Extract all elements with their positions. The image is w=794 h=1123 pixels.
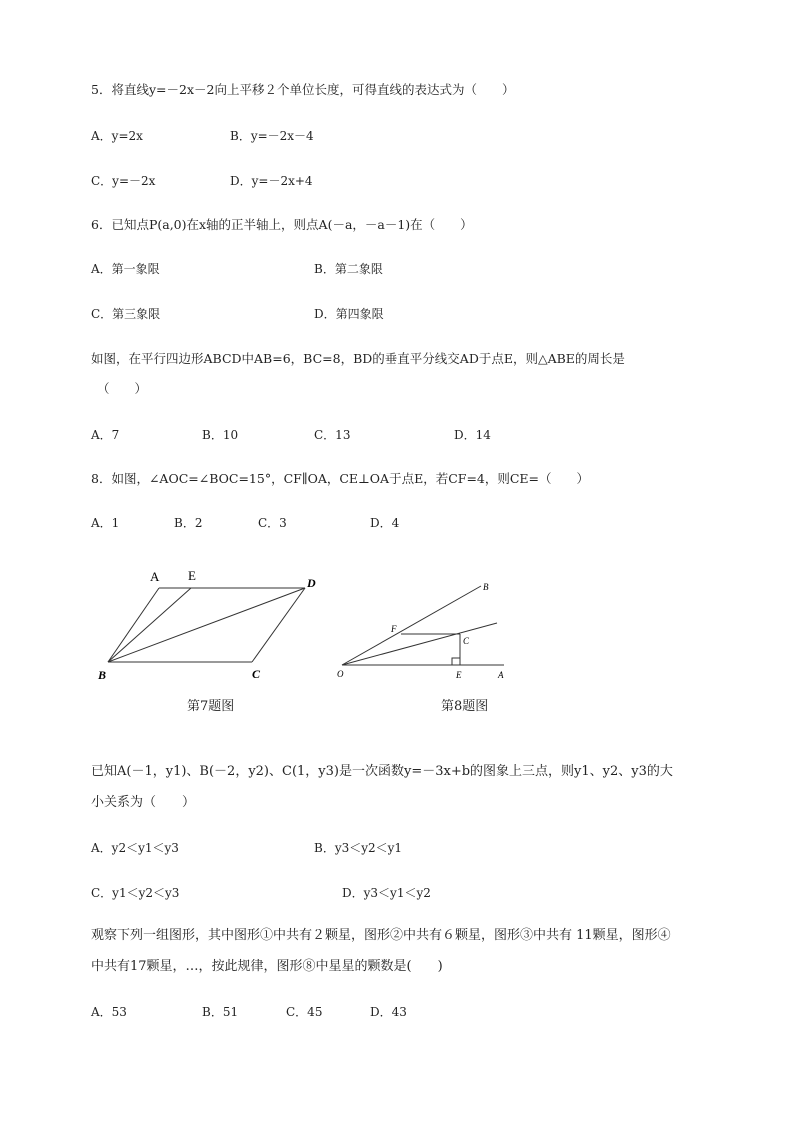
q5-option-d: D．y=－2x+4 — [230, 174, 313, 188]
q9-option-b: B．y3＜y2＜y1 — [314, 841, 403, 855]
question-5-stem: 5．将直线y=－2x－2向上平移２个单位长度，可得直线的表达式为（ ） — [91, 82, 515, 97]
q10-option-a: A．53 — [91, 1005, 127, 1019]
q8-option-b: B．2 — [174, 516, 203, 530]
question-9-stem: 已知A(－1，y1)、B(－2，y2)、C(1，y3)是一次函数y=－3x+b的图象上三点，则y1、y2、y3的大 — [91, 764, 673, 779]
q5-option-b: B．y=－2x－4 — [230, 129, 314, 143]
q8-option-c: C．3 — [258, 516, 287, 530]
fig8-label-b: B — [483, 582, 489, 592]
q9-option-d: D．y3＜y1＜y2 — [342, 886, 431, 900]
question-10-stem-cont: 中共有17颗星，…，按此规律，图形⑧中星星的颗数是( ) — [91, 959, 443, 974]
q7-option-b: B．10 — [202, 428, 239, 442]
question-9-stem-cont: 小关系为（ ） — [91, 795, 196, 810]
q10-option-d: D．43 — [370, 1005, 407, 1019]
fig8-label-o: O — [337, 669, 344, 679]
q7-option-c: C．13 — [314, 428, 351, 442]
q6-option-a: A．第一象限 — [91, 262, 160, 276]
figure-7-caption: 第7题图 — [187, 699, 235, 714]
q6-option-b: B．第二象限 — [314, 262, 383, 276]
q6-option-d: D．第四象限 — [314, 307, 384, 321]
q5-option-a: A．y=2x — [91, 129, 143, 143]
q8-option-d: D．4 — [370, 516, 400, 530]
fig8-label-c: C — [463, 636, 470, 646]
q9-option-c: C．y1＜y2＜y3 — [91, 886, 180, 900]
figure-7-parallelogram — [88, 562, 328, 687]
q7-option-d: D．14 — [454, 428, 491, 442]
q9-option-a: A．y2＜y1＜y3 — [91, 841, 179, 855]
question-7-stem-cont: （ ） — [97, 381, 148, 396]
q10-option-c: C．45 — [286, 1005, 323, 1019]
fig7-label-d: D — [307, 576, 316, 590]
fig8-label-f: F — [391, 624, 397, 634]
figure-8-angles — [332, 574, 517, 686]
q7-option-a: A．7 — [91, 428, 120, 442]
q6-option-c: C．第三象限 — [91, 307, 161, 321]
q10-option-b: B．51 — [202, 1005, 239, 1019]
question-7-stem: 如图，在平行四边形ABCD中AB=6，BC=8，BD的垂直平分线交AD于点E，则△ABE的周长是 — [91, 351, 625, 366]
fig7-label-e: E — [188, 568, 196, 583]
fig7-label-c: C — [252, 667, 261, 681]
fig7-label-a: A — [150, 569, 160, 584]
question-6-stem: 6．已知点P(a,0)在x轴的正半轴上，则点A(－a，－a－1)在（ ） — [91, 217, 473, 232]
question-10-stem: 观察下列一组图形，其中图形①中共有２颗星，图形②中共有６颗星，图形③中共有 11颗星，图形④ — [91, 928, 671, 943]
fig8-label-e: E — [456, 670, 462, 680]
question-8-stem: 8．如图，∠AOC=∠BOC=15°，CF∥OA，CE⊥OA于点E，若CF=4，则CE=（ ） — [91, 471, 590, 486]
figure-8-caption: 第8题图 — [441, 699, 489, 714]
q8-option-a: A．1 — [91, 516, 120, 530]
q5-option-c: C．y=－2x — [91, 174, 156, 188]
fig7-label-b: B — [98, 668, 107, 682]
fig8-label-a: A — [498, 670, 504, 680]
